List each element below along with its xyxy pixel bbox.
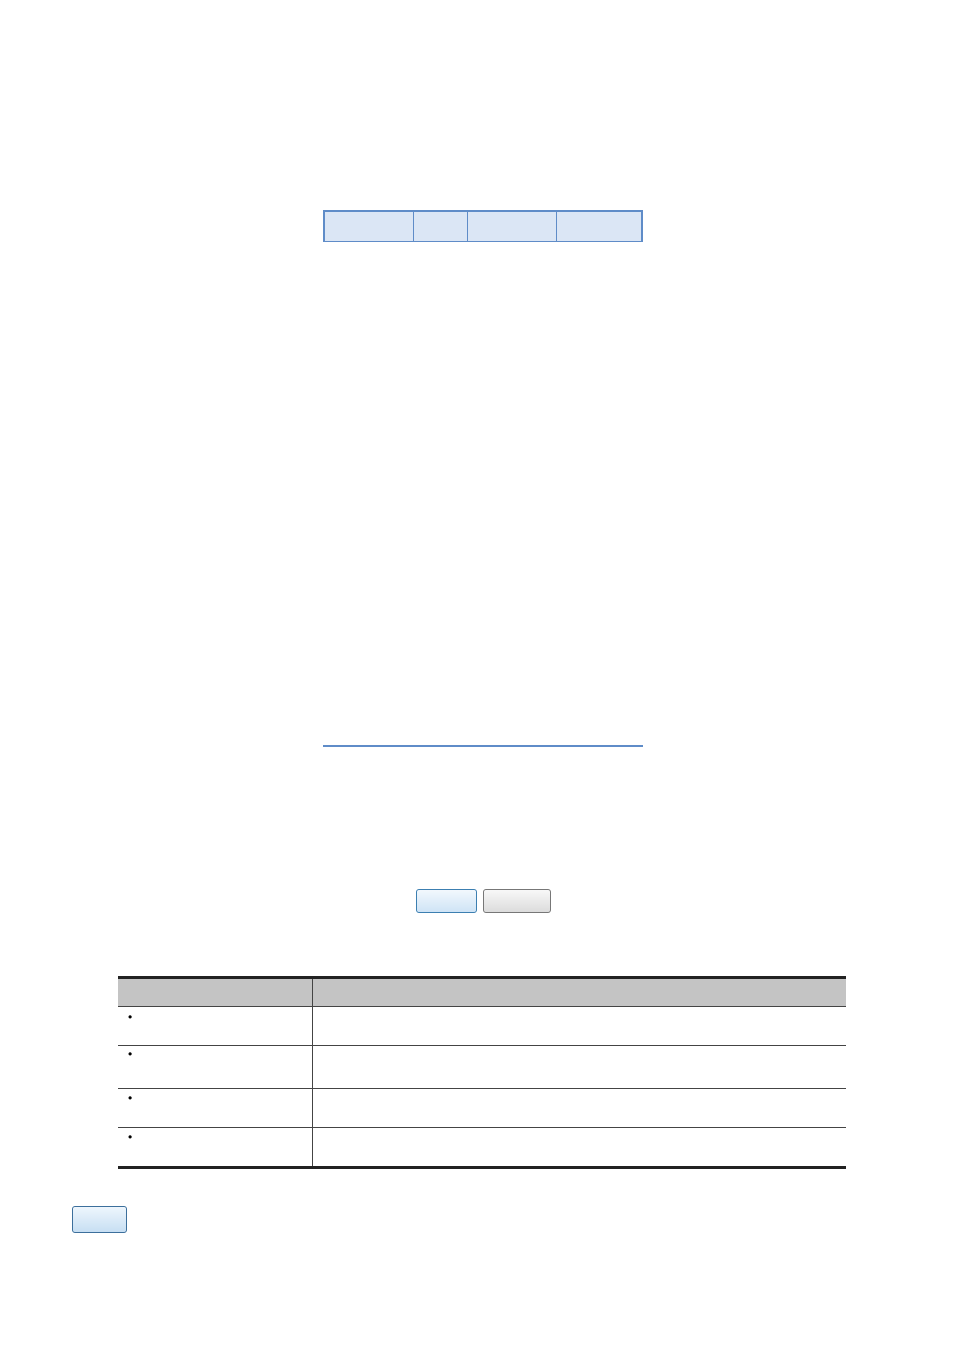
field-row xyxy=(118,1089,846,1128)
bullet-icon: • xyxy=(128,1010,133,1024)
field-row xyxy=(118,1007,846,1046)
header-qos-class xyxy=(468,212,557,241)
header-dscp xyxy=(325,212,414,241)
dscp-table-bottom xyxy=(323,745,643,747)
save-button[interactable] xyxy=(416,889,477,913)
bullet-icon: • xyxy=(128,1047,133,1061)
header-dpl xyxy=(557,212,641,241)
fields-table-header xyxy=(118,979,846,1007)
reset-button[interactable] xyxy=(483,889,551,913)
bullet-icon: • xyxy=(128,1091,133,1105)
field-row xyxy=(118,1046,846,1089)
fields-table xyxy=(118,976,846,1169)
bullet-icon: • xyxy=(128,1130,133,1144)
table-header xyxy=(325,212,641,242)
header-trust xyxy=(414,212,468,241)
dscp-table-top xyxy=(323,210,643,242)
save-button-image xyxy=(72,1206,127,1233)
field-row xyxy=(118,1128,846,1166)
